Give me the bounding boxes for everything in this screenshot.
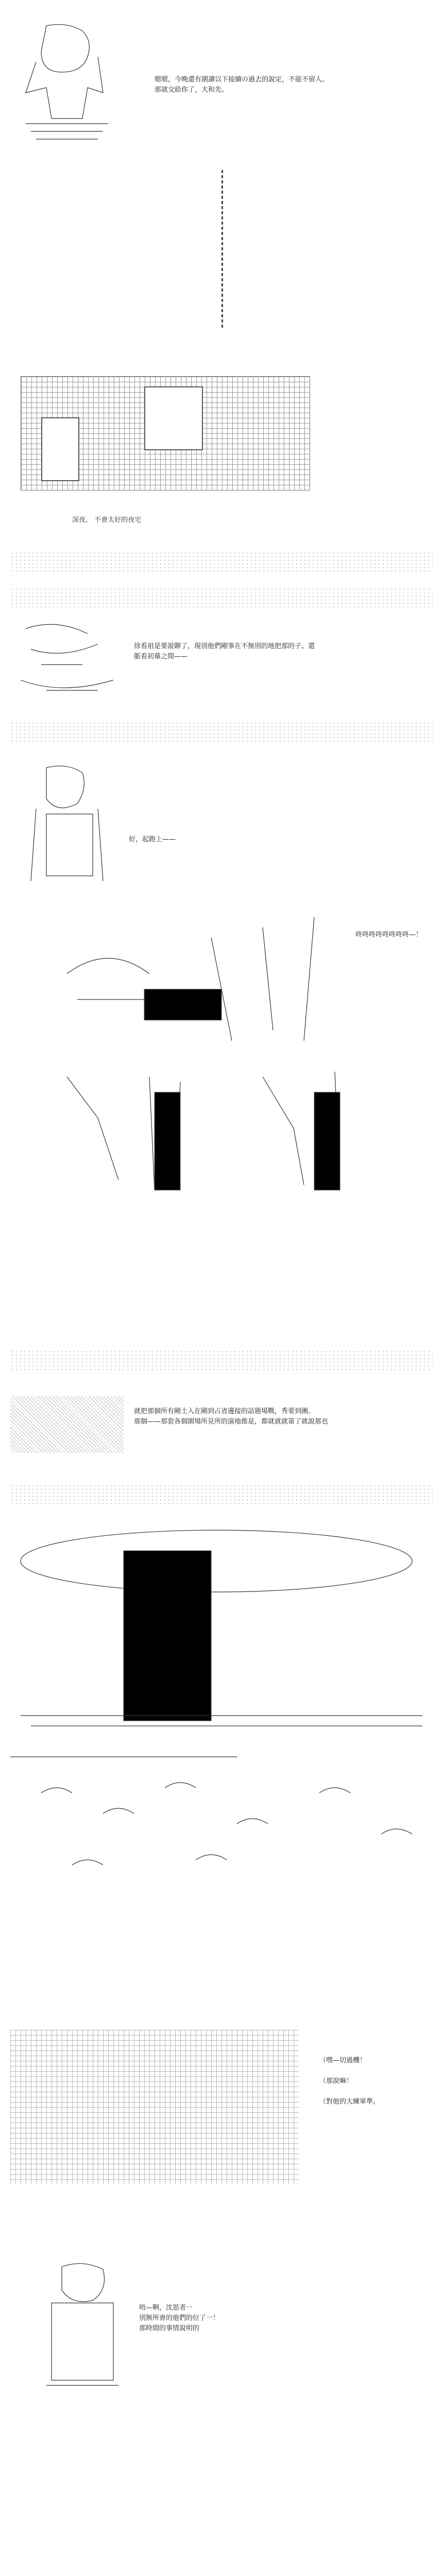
dialogue-p5: 咚咚咚咚咚咚咚咚—！ — [355, 931, 423, 939]
panel-4 — [0, 757, 443, 891]
panel-5 — [0, 896, 443, 1206]
dialogue-p1: 嗯嗯，今晚還有圍讀以下接續の過去的說定，不能不留人。 那就交給你了，大和先。 — [155, 76, 329, 94]
panel-1 — [0, 0, 443, 155]
dotted-separator — [10, 721, 433, 744]
panel-7 — [0, 1520, 443, 1798]
panel-6 — [0, 1391, 443, 1473]
aa-character-figure — [15, 21, 129, 144]
aa-character-figure — [10, 2566, 144, 2576]
dotted-separator — [10, 1350, 433, 1372]
dialogue-p6: 就把那個所有剛士入在剛到占省邊接的話題場戰，秀要到團。 那個——那套各個圍場所見所的演地推是，都就就就第了就說那也 — [134, 1408, 329, 1426]
aa-diagonal-lines — [10, 1396, 124, 1453]
dotted-separator — [10, 587, 433, 610]
aa-legs-scene — [57, 1072, 366, 1195]
panel-10 — [0, 2566, 443, 2576]
caption-p2: 深夜、 不會太好的夜宅 — [72, 516, 142, 524]
dialogue-p7b: （那說嘛！ — [319, 2077, 353, 2085]
aa-crowd-scene — [10, 2030, 299, 2184]
aa-character-figure — [31, 2257, 134, 2391]
dialogue-p8: 唔—啊，沈思者一 別無所會的他們的位了一！ 那時間的事情說明的 — [139, 2304, 220, 2332]
dialogue-p3: 徐看祖是要說聊了，現別他們剛事在不無別的地把那的子、還 脈看初幕之間—— — [134, 642, 315, 660]
dialogue-p7a: （嘿—切過機！ — [319, 2057, 367, 2064]
aa-birds-scene — [31, 1772, 422, 1886]
panel-3 — [0, 613, 443, 716]
panel-2 — [0, 361, 443, 526]
dialogue-p7c: （對他的大練軍準。 — [319, 2098, 380, 2106]
aa-running-scene — [57, 896, 376, 1066]
aa-house-door — [41, 417, 79, 481]
aa-tower-scene — [10, 1520, 433, 1762]
aa-character-figure — [15, 757, 118, 891]
aa-house-window — [144, 386, 203, 450]
dialogue-p4: 好，起跑上—— — [129, 836, 176, 843]
dotted-separator — [10, 551, 433, 574]
dotted-separator — [10, 1484, 433, 1506]
dashed-divider-line — [222, 170, 223, 330]
aa-character-figure — [10, 618, 129, 706]
panel-8 — [0, 2030, 443, 2200]
panel-9 — [0, 2257, 443, 2391]
